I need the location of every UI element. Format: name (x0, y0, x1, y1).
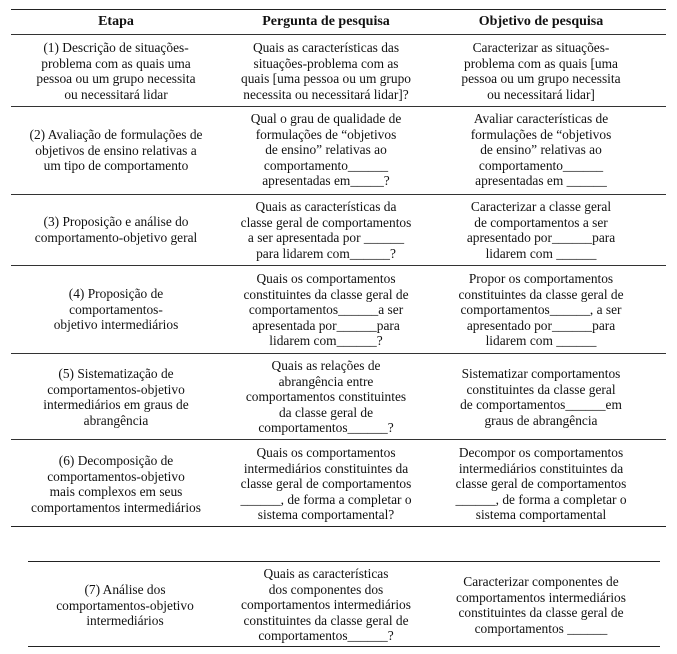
row1-pergunta: Quais as características das situações-problema com as quais [uma pessoa ou um grupo necessita ou necessitará lidar]? (241, 40, 411, 102)
row7-etapa: (7) Análise dos comportamentos-objetivo intermediários (56, 582, 194, 629)
row3-pergunta: Quais as características da classe geral de comportamentos a ser apresentada por ______ para lidarem com______? (240, 199, 412, 261)
header-pergunta: Pergunta de pesquisa (262, 14, 390, 29)
row2-pergunta: Qual o grau de qualidade de formulações de “objetivos de ensino” relativas ao comportamento______ apresentadas em_____? (250, 111, 402, 189)
row-divider (11, 106, 666, 107)
header-objetivo: Objetivo de pesquisa (478, 14, 604, 29)
row1-objetivo: Caracterizar as situações- problema com as quais [uma pessoa ou um grupo necessita ou necessitará lidar] (461, 40, 621, 102)
row-divider (11, 194, 666, 195)
row6-etapa: (6) Decomposição de comportamentos-objetivo mais complexos em seus comportamentos intermediários (31, 453, 201, 515)
header-etapa: Etapa (98, 14, 134, 29)
table-top-border (11, 9, 666, 10)
row7-objetivo: Caracterizar componentes de comportamentos intermediários constituintes da classe geral de comportamentos ______ (456, 574, 626, 636)
section-bottom-border (28, 646, 660, 647)
row4-pergunta: Quais os comportamentos constituintes da classe geral de comportamentos______a ser apresentada por______para lidarem com______? (243, 271, 409, 349)
row6-pergunta: Quais os comportamentos intermediários constituintes da classe geral de comportamentos ______, de forma a completar o sistema comportamental? (240, 445, 412, 523)
section-top-border (28, 561, 660, 562)
row5-etapa: (5) Sistematização de comportamentos-objetivo intermediários em graus de abrangência (43, 366, 189, 428)
row-divider (11, 265, 666, 266)
row4-etapa: (4) Proposição de comportamentos- objetivo intermediários (53, 286, 179, 333)
header-divider (11, 34, 666, 35)
row2-etapa: (2) Avaliação de formulações de objetivos de ensino relativas a um tipo de comportamento (29, 127, 203, 174)
row3-etapa: (3) Proposição e análise do comportamento-objetivo geral (34, 214, 198, 245)
row1-etapa: (1) Descrição de situações- problema com as quais uma pessoa ou um grupo necessita ou necessitará lidar (36, 40, 196, 102)
row5-pergunta: Quais as relações de abrangência entre comportamentos constituintes da classe geral de comportamentos______? (245, 358, 407, 436)
row6-objetivo: Decompor os comportamentos intermediários constituintes da classe geral de comportamentos ______, de forma a completar o sistema comportamental (455, 445, 627, 523)
row4-objetivo: Propor os comportamentos constituintes da classe geral de comportamentos______, a ser apresentado por______para lidarem com ______ (458, 271, 624, 349)
row3-objetivo: Caracterizar a classe geral de comportamentos a ser apresentado por______para lidarem com ______ (466, 199, 616, 261)
row7-pergunta: Quais as características dos componentes dos comportamentos intermediários constituintes da classe geral de comportamentos______? (241, 566, 411, 644)
row2-objetivo: Avaliar características de formulações de “objetivos de ensino” relativas ao comportamento______ apresentadas em ______ (470, 111, 612, 189)
row5-objetivo: Sistematizar comportamentos constituintes da classe geral de comportamentos______em graus de abrangência (460, 366, 622, 428)
row-divider (11, 439, 666, 440)
row-divider (11, 353, 666, 354)
table-bottom-border (11, 526, 666, 527)
